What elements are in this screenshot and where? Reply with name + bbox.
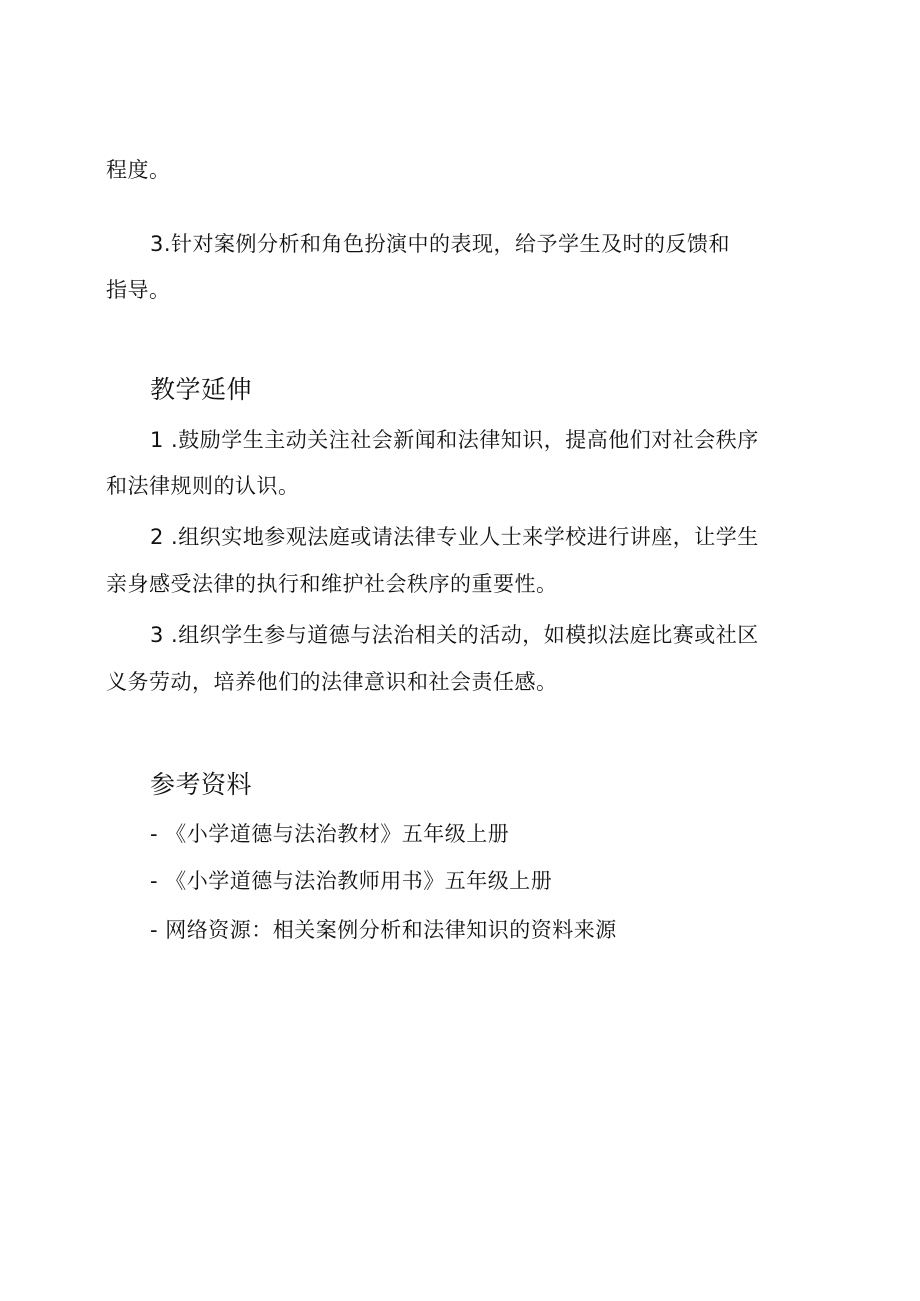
extension-item-1-line-2: 和法律规则的认识。 [106, 474, 300, 498]
extension-item-2-line-2: 亲身感受法律的执行和维护社会秩序的重要性。 [106, 572, 558, 596]
reference-item-3: - 网络资源：相关案例分析和法律知识的资料来源 [150, 918, 617, 942]
extension-item-3-line-1: 3 .组织学生参与道德与法治相关的活动，如模拟法庭比赛或社区 [150, 623, 759, 647]
section-heading-references: 参考资料 [150, 770, 253, 799]
feedback-item-3-line-1: 3.针对案例分析和角色扮演中的表现，给予学生及时的反馈和 [150, 232, 731, 256]
extension-item-1-line-1: 1 .鼓励学生主动关注社会新闻和法律知识，提高他们对社会秩序 [150, 428, 759, 452]
extension-item-3-line-2: 义务劳动，培养他们的法律意识和社会责任感。 [106, 670, 558, 694]
reference-item-1: - 《小学道德与法治教材》五年级上册 [150, 822, 510, 846]
feedback-item-3-line-2: 指导。 [106, 278, 171, 302]
paragraph-continuation: 程度。 [106, 158, 171, 182]
section-heading-extension: 教学延伸 [150, 375, 253, 404]
extension-item-2-line-1: 2 .组织实地参观法庭或请法律专业人士来学校进行讲座，让学生 [150, 525, 759, 549]
reference-item-2: - 《小学道德与法治教师用书》五年级上册 [150, 869, 553, 893]
